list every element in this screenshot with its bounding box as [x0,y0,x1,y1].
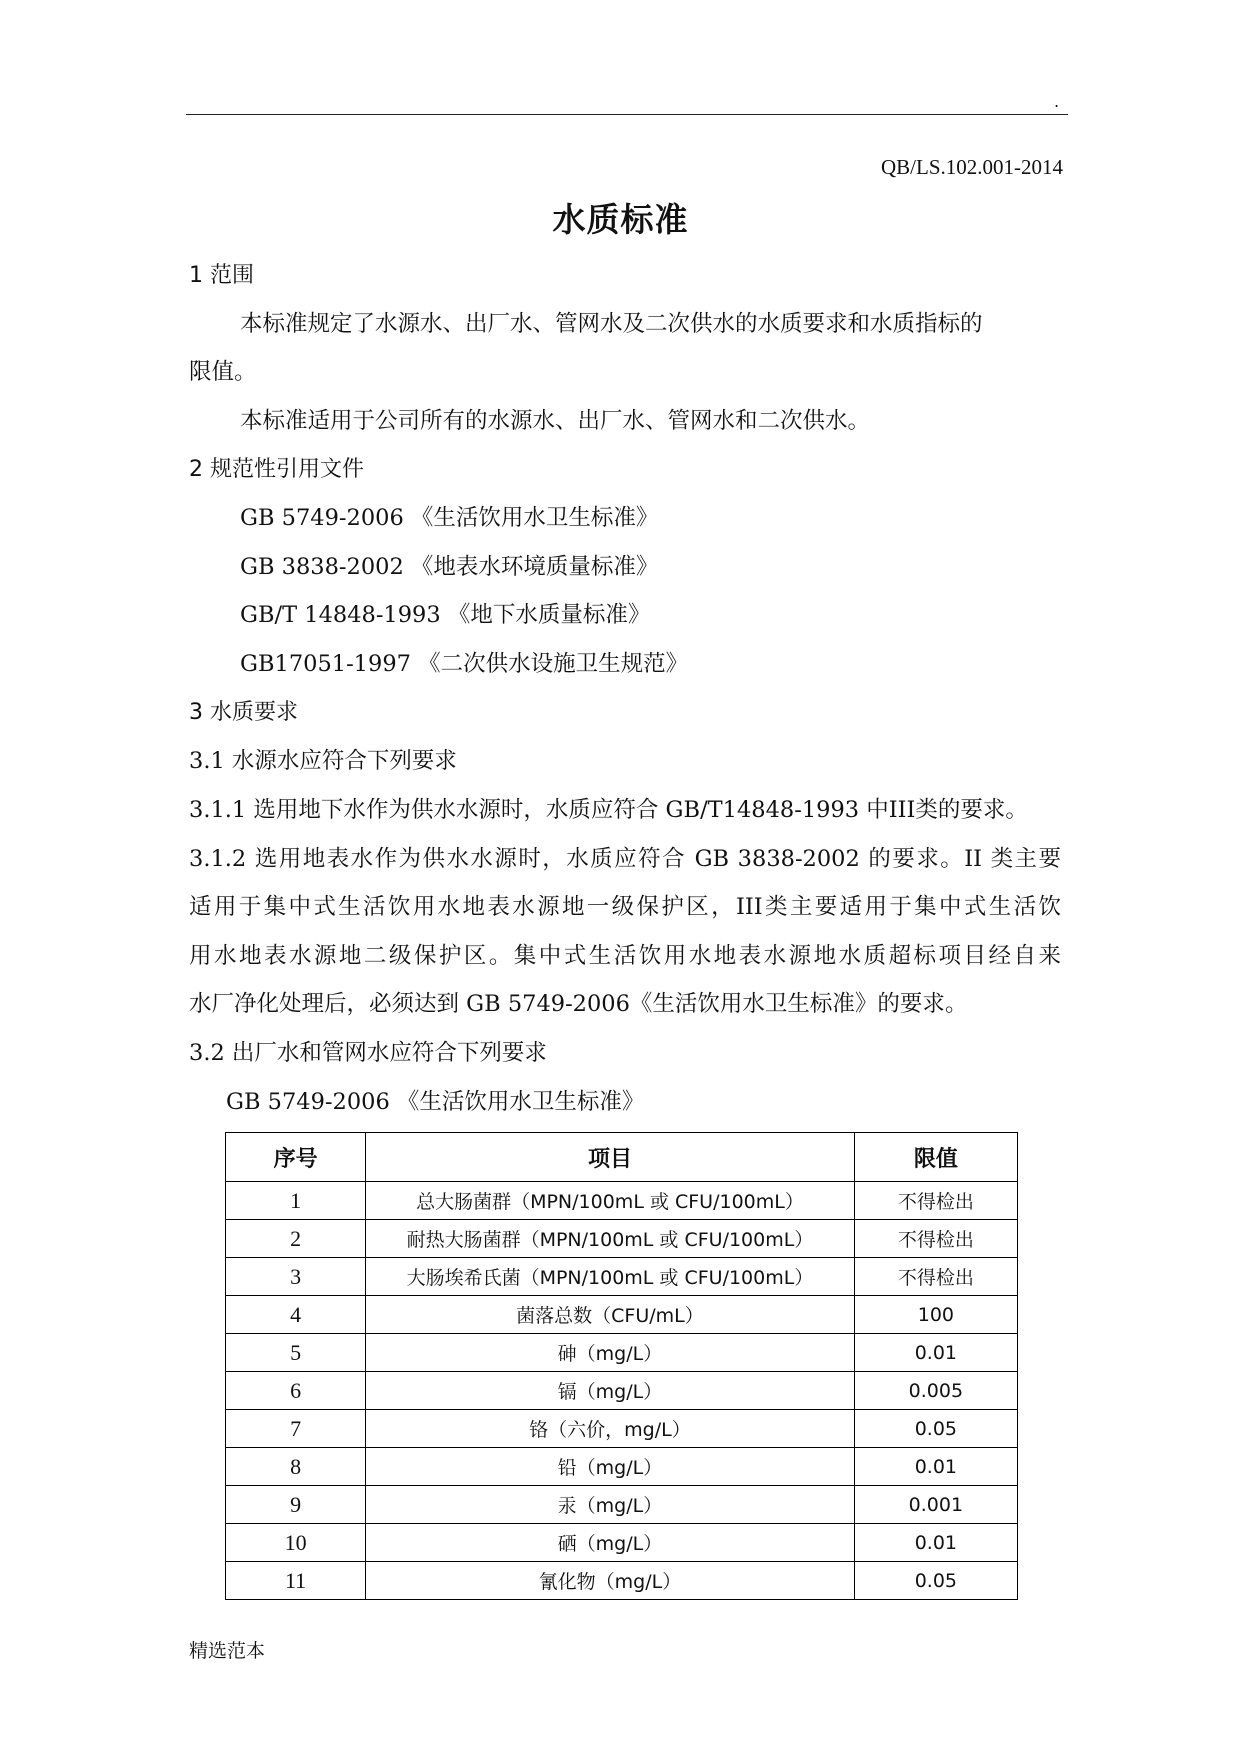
row-limit: 0.01 [854,1448,1017,1486]
section-1-paragraph-1-line-1: 本标准规定了水源水、出厂水、管网水及二次供水的水质要求和水质指标的 [240,311,983,337]
section-3-1-2-line-2: 适用于集中式生活饮用水地表水源地一级保护区，III类主要适用于集中式生活饮 [189,894,1061,920]
document-number: QB/LS.102.001-2014 [880,155,1063,179]
table-header-row [226,1133,1018,1182]
table-row [226,1562,1018,1600]
row-serial: 4 [226,1296,366,1334]
table-row [226,1296,1018,1334]
row-limit: 0.05 [854,1410,1017,1448]
section-1-heading: 1 范围 [189,263,254,288]
section-3-heading: 3 水质要求 [189,700,298,725]
reference-2: GB 3838-2002 《地表水环境质量标准》 [240,554,659,580]
section-2-heading: 2 规范性引用文件 [189,457,364,482]
header-limit: 限值 [854,1133,1017,1182]
row-item: 砷（mg/L） [366,1334,855,1372]
row-item: 铬（六价，mg/L） [366,1410,855,1448]
row-item: 大肠埃希氏菌（MPN/100mL 或 CFU/100mL） [366,1258,855,1296]
row-serial: 3 [226,1258,366,1296]
table-row [226,1372,1018,1410]
row-serial: 2 [226,1220,366,1258]
row-serial: 11 [226,1562,366,1600]
row-item: 总大肠菌群（MPN/100mL 或 CFU/100mL） [366,1182,855,1220]
row-limit: 0.01 [854,1524,1017,1562]
row-item: 菌落总数（CFU/mL） [366,1296,855,1334]
section-1-paragraph-1-line-2: 限值。 [189,359,257,385]
row-serial: 1 [226,1182,366,1220]
section-3-1-heading: 3.1 水源水应符合下列要求 [189,748,457,774]
table-row [226,1524,1018,1562]
table-row [226,1182,1018,1220]
reference-3: GB/T 14848-1993 《地下水质量标准》 [240,602,651,628]
row-item: 汞（mg/L） [366,1486,855,1524]
row-limit: 0.05 [854,1562,1017,1600]
section-1-paragraph-2: 本标准适用于公司所有的水源水、出厂水、管网水和二次供水。 [240,408,871,434]
table-row [226,1448,1018,1486]
row-item: 氰化物（mg/L） [366,1562,855,1600]
row-serial: 5 [226,1334,366,1372]
header-dot: . [1054,92,1060,111]
page-title: 水质标准 [552,200,689,239]
row-limit: 不得检出 [854,1258,1017,1296]
table-row [226,1486,1018,1524]
row-limit: 100 [854,1296,1017,1334]
header-rule [186,114,1068,115]
table-caption: GB 5749-2006 《生活饮用水卫生标准》 [226,1089,645,1115]
row-serial: 10 [226,1524,366,1562]
footer-text: 精选范本 [189,1640,266,1662]
row-limit: 0.01 [854,1334,1017,1372]
section-3-1-1: 3.1.1 选用地下水作为供水水源时，水质应符合 GB/T14848-1993 中III类的要求。 [189,797,1028,823]
table-row [226,1258,1018,1296]
row-limit: 0.005 [854,1372,1017,1410]
table-row [226,1410,1018,1448]
header-item: 项目 [366,1133,855,1182]
reference-1: GB 5749-2006 《生活饮用水卫生标准》 [240,505,659,531]
row-item: 硒（mg/L） [366,1524,855,1562]
row-item: 铅（mg/L） [366,1448,855,1486]
row-limit: 0.001 [854,1486,1017,1524]
section-3-2-heading: 3.2 出厂水和管网水应符合下列要求 [189,1040,547,1066]
row-limit: 不得检出 [854,1220,1017,1258]
section-3-1-2-line-4: 水厂净化处理后，必须达到 GB 5749-2006《生活饮用水卫生标准》的要求。 [189,991,968,1017]
row-item: 镉（mg/L） [366,1372,855,1410]
section-3-1-2-line-3: 用水地表水源地二级保护区。集中式生活饮用水地表水源地水质超标项目经自来 [189,943,1061,969]
row-serial: 7 [226,1410,366,1448]
header-serial: 序号 [226,1133,366,1182]
row-serial: 9 [226,1486,366,1524]
water-quality-table [225,1132,1018,1600]
row-item: 耐热大肠菌群（MPN/100mL 或 CFU/100mL） [366,1220,855,1258]
table-row [226,1220,1018,1258]
row-serial: 8 [226,1448,366,1486]
reference-4: GB17051-1997 《二次供水设施卫生规范》 [240,651,689,677]
table-row [226,1334,1018,1372]
section-3-1-2-line-1: 3.1.2 选用地表水作为供水水源时，水质应符合 GB 3838-2002 的要求。II 类主要 [189,846,1061,872]
row-serial: 6 [226,1372,366,1410]
row-limit: 不得检出 [854,1182,1017,1220]
